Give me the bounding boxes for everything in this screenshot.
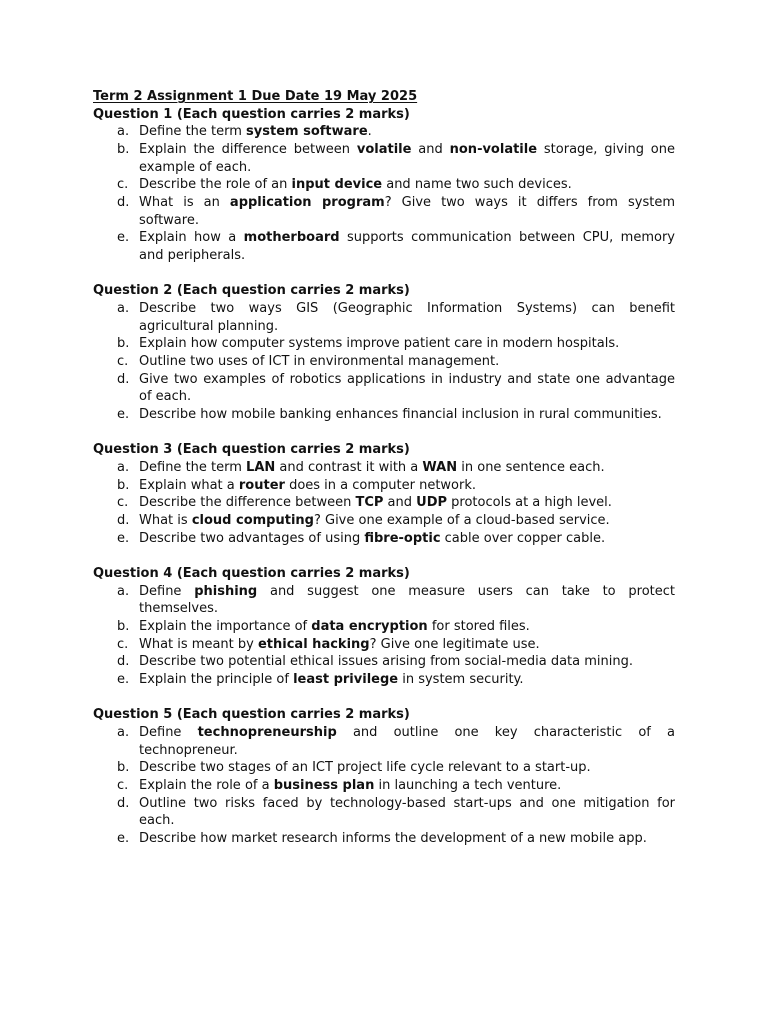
key-term: technopreneurship (197, 725, 337, 741)
key-term: ethical hacking (257, 636, 370, 652)
item-line (139, 636, 675, 654)
item-text: and (411, 142, 450, 158)
item-letter: c. (117, 177, 129, 193)
item-text: cable over copper cable. (440, 530, 606, 546)
item-line (139, 530, 675, 548)
item-text: for stored files. (427, 619, 530, 635)
item-text: Describe two potential ethical issues arising from social-media data mining. (139, 654, 634, 670)
key-term: UDP (416, 495, 448, 511)
item-letter: c. (117, 778, 129, 794)
question-heading: Question 5 (Each question carries 2 marks) (93, 707, 410, 723)
question-item (93, 512, 675, 530)
item-letter: a. (117, 301, 130, 317)
item-line (139, 671, 675, 689)
question-3 (93, 441, 675, 547)
key-term: non-volatile (449, 142, 538, 158)
question-item (93, 353, 675, 371)
key-term: system software (246, 124, 368, 140)
question-item (93, 141, 675, 176)
item-text: technopreneur. (139, 742, 238, 758)
question-item (93, 123, 675, 141)
item-text: agricultural planning. (139, 318, 279, 334)
item-text: Define the term (139, 460, 247, 476)
item-text: each. (139, 813, 175, 829)
question-item (93, 759, 675, 777)
item-text: software. (139, 212, 199, 228)
key-term: motherboard (243, 230, 340, 246)
key-term: data encryption (311, 619, 428, 635)
item-text: Describe two ways GIS (Geographic Information Systems) can benefit (139, 301, 675, 317)
question-item (93, 636, 675, 654)
key-term: cloud computing (191, 513, 314, 529)
item-letter: e. (117, 230, 130, 246)
item-line (139, 777, 675, 795)
question-item (93, 671, 675, 689)
question-item (93, 795, 675, 830)
question-item (93, 335, 675, 353)
item-letter: a. (117, 460, 130, 476)
item-text: Define (139, 725, 198, 741)
item-line (139, 212, 675, 230)
question-item (93, 583, 675, 618)
key-term: volatile (356, 142, 412, 158)
item-text: Explain how computer systems improve patient care in modern hospitals. (139, 336, 620, 352)
item-text: and outline one key characteristic of a (336, 725, 675, 741)
item-line (139, 477, 675, 495)
key-term: input device (291, 177, 383, 193)
item-text: and suggest one measure users can take to protect (257, 583, 675, 599)
item-text: Explain what a (139, 477, 239, 493)
question-heading: Question 2 (Each question carries 2 marks) (93, 283, 410, 299)
item-letter: a. (117, 124, 130, 140)
item-text: Outline two risks faced by technology-based start-ups and one mitigation for (139, 795, 675, 811)
question-1 (93, 106, 675, 265)
item-letter: b. (117, 142, 130, 158)
item-text: What is meant by (139, 636, 258, 652)
item-text: and peripherals. (139, 248, 246, 264)
item-line (139, 600, 675, 618)
assignment-document (93, 88, 675, 848)
item-text: supports communication between CPU, memory (339, 230, 675, 246)
item-text: in launching a tech venture. (374, 778, 562, 794)
item-text: protocols at a high level. (447, 495, 612, 511)
item-text: Describe the difference between (139, 495, 356, 511)
key-term: LAN (246, 460, 276, 476)
question-item (93, 176, 675, 194)
item-text: Define the term (139, 124, 247, 140)
key-term: TCP (355, 495, 384, 511)
item-text: Explain the importance of (139, 619, 312, 635)
item-letter: d. (117, 371, 130, 387)
item-line (139, 123, 675, 141)
item-letter: b. (117, 336, 130, 352)
question-item (93, 477, 675, 495)
item-line (139, 742, 675, 760)
question-item (93, 229, 675, 264)
item-text: Describe the role of an (139, 177, 292, 193)
item-text: Explain the principle of (139, 672, 294, 688)
item-text: Describe two advantages of using (139, 530, 365, 546)
question-item (93, 459, 675, 477)
item-line (139, 724, 675, 742)
question-item (93, 830, 675, 848)
item-line (139, 353, 675, 371)
key-term: phishing (194, 583, 258, 599)
question-heading: Question 4 (Each question carries 2 marks) (93, 566, 410, 582)
item-line (139, 318, 675, 336)
item-text: Describe how mobile banking enhances financial inclusion in rural communities. (139, 407, 662, 423)
question-4 (93, 565, 675, 689)
item-text: Give two examples of robotics applications in industry and state one advantage (139, 371, 675, 387)
key-term: fibre-optic (364, 530, 441, 546)
item-line (139, 512, 675, 530)
question-item (93, 777, 675, 795)
item-text: Explain the role of a (139, 778, 274, 794)
item-text: What is (139, 513, 192, 529)
item-text: and (383, 495, 417, 511)
item-letter: c. (117, 636, 129, 652)
question-item (93, 618, 675, 636)
item-text: Outline two uses of ICT in environmental management. (139, 354, 500, 370)
item-line (139, 176, 675, 194)
item-text: ? Give two ways it differs from system (384, 195, 675, 211)
item-text: Explain the difference between (139, 142, 357, 158)
item-letter: e. (117, 407, 130, 423)
question-list (93, 106, 675, 848)
item-text: . (367, 124, 372, 140)
item-line (139, 388, 675, 406)
key-term: least privilege (293, 672, 399, 688)
item-text: What is an (139, 195, 230, 211)
key-term: WAN (422, 460, 458, 476)
item-text: does in a computer network. (284, 477, 477, 493)
question-item (93, 300, 675, 335)
item-text: in system security. (398, 672, 524, 688)
item-text: of each. (139, 389, 192, 405)
item-text: themselves. (139, 601, 218, 617)
item-letter: b. (117, 760, 130, 776)
item-letter: c. (117, 354, 129, 370)
item-letter: e. (117, 831, 130, 847)
item-line (139, 247, 675, 265)
item-line (139, 159, 675, 177)
item-line (139, 300, 675, 318)
item-text: in one sentence each. (457, 460, 605, 476)
item-text: Define (139, 583, 195, 599)
item-line (139, 141, 675, 159)
key-term: router (238, 477, 285, 493)
item-letter: e. (117, 672, 130, 688)
item-letter: d. (117, 513, 130, 529)
key-term: application program (229, 195, 385, 211)
question-item (93, 494, 675, 512)
item-letter: d. (117, 654, 130, 670)
key-term: business plan (273, 778, 375, 794)
item-line (139, 759, 675, 777)
question-2 (93, 282, 675, 423)
item-letter: d. (117, 195, 130, 211)
item-letter: c. (117, 495, 129, 511)
question-item (93, 371, 675, 406)
item-letter: a. (117, 583, 130, 599)
item-text: ? Give one example of a cloud-based service. (313, 513, 610, 529)
item-line (139, 583, 675, 601)
item-line (139, 194, 675, 212)
item-text: storage, giving one (537, 142, 675, 158)
item-line (139, 494, 675, 512)
item-line (139, 406, 675, 424)
item-line (139, 795, 675, 813)
item-letter: a. (117, 725, 130, 741)
item-line (139, 371, 675, 389)
question-heading: Question 1 (Each question carries 2 marks) (93, 106, 410, 122)
item-line (139, 459, 675, 477)
question-heading: Question 3 (Each question carries 2 marks) (93, 442, 410, 458)
item-line (139, 812, 675, 830)
item-text: and name two such devices. (382, 177, 572, 193)
question-item (93, 653, 675, 671)
item-letter: d. (117, 795, 130, 811)
item-text: Explain how a (139, 230, 244, 246)
item-letter: e. (117, 530, 130, 546)
item-text: ? Give one legitimate use. (369, 636, 540, 652)
question-item (93, 194, 675, 229)
item-line (139, 830, 675, 848)
question-5 (93, 706, 675, 847)
item-text: example of each. (139, 159, 252, 175)
item-letter: b. (117, 477, 130, 493)
item-line (139, 618, 675, 636)
item-line (139, 229, 675, 247)
item-text: Describe how market research informs the development of a new mobile app. (139, 831, 647, 847)
question-item (93, 530, 675, 548)
item-line (139, 653, 675, 671)
question-item (93, 406, 675, 424)
item-line (139, 335, 675, 353)
item-text: and contrast it with a (275, 460, 423, 476)
document-title: Term 2 Assignment 1 Due Date 19 May 2025 (93, 89, 418, 104)
item-letter: b. (117, 619, 130, 635)
item-text: Describe two stages of an ICT project life cycle relevant to a start-up. (139, 760, 591, 776)
question-item (93, 724, 675, 759)
